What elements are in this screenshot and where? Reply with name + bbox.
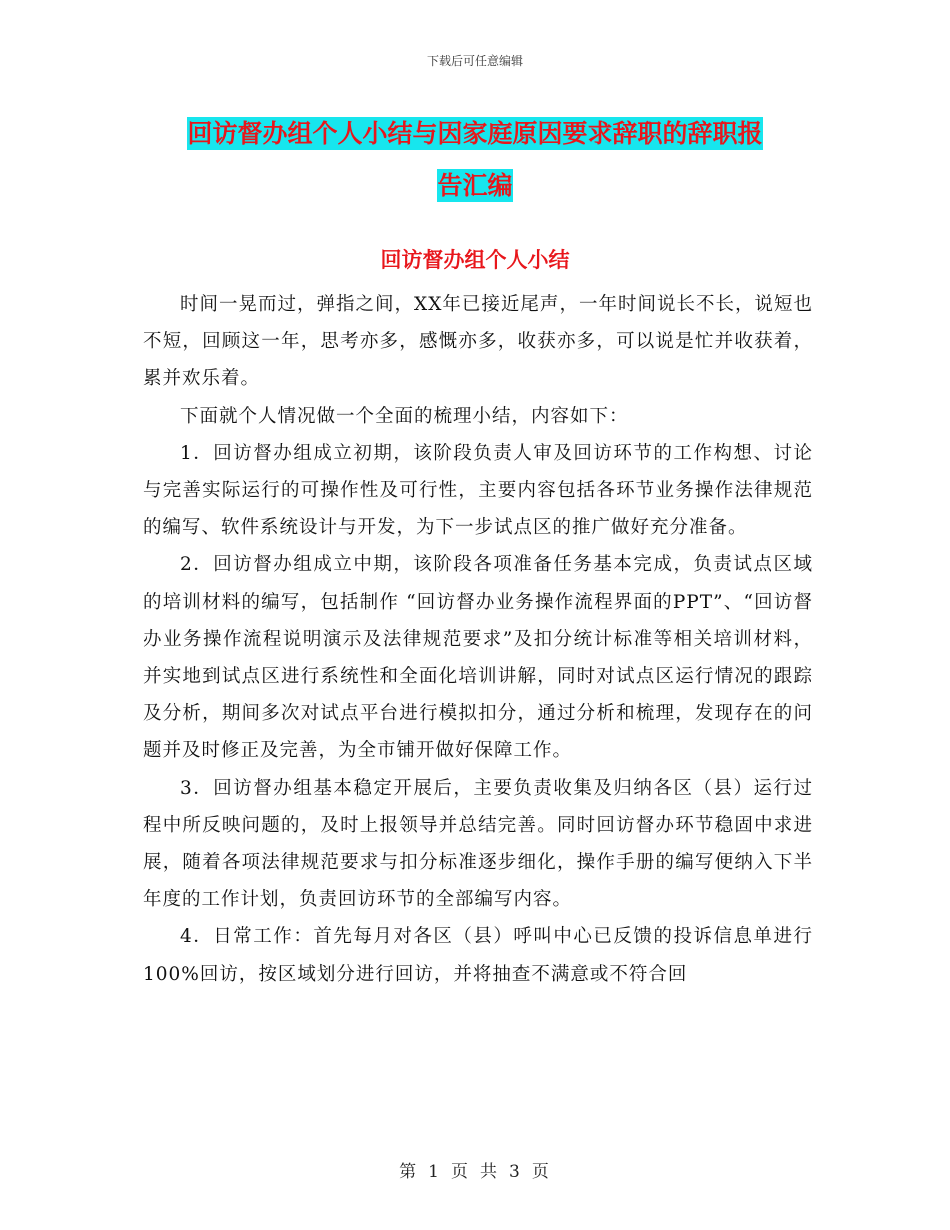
footer-total-pages: 3 xyxy=(509,1162,522,1182)
paragraph: 时间一晃而过，弹指之间，XX年已接近尾声，一年时间说长不长，说短也不短，回顾这一年，思考亦多，感慨亦多，收获亦多，可以说是忙并收获着，累并欢乐着。 xyxy=(143,294,813,390)
paragraph: 4．日常工作：首先每月对各区（县）呼叫中心已反馈的投诉信息单进行100%回访，按区域划分进行回访，并将抽查不满意或不符合回 xyxy=(143,926,813,985)
paragraph: 3．回访督办组基本稳定开展后，主要负责收集及归纳各区（县）运行过程中所反映问题的，及时上报领导并总结完善。同时回访督办环节稳固中求进展，随着各项法律规范要求与扣分标准逐步细化，操作手册的编写便纳入下半年度的工作计划，负责回访环节的全部编写内容。 xyxy=(143,777,813,911)
document-title xyxy=(140,108,810,212)
paragraph: 下面就个人情况做一个全面的梳理小结，内容如下： xyxy=(180,405,629,427)
footer-prefix: 第 xyxy=(399,1162,419,1182)
header-note: 下载后可任意编辑 xyxy=(426,54,523,68)
document-title-line-1: 回访督办组个人小结与因家庭原因要求辞职的辞职报 xyxy=(187,119,763,148)
footer-page-number: 1 xyxy=(428,1162,441,1182)
document-title-line-2: 告汇编 xyxy=(437,171,513,200)
section-title: 回访督办组个人小结 xyxy=(380,248,570,272)
footer-page-label: 页 xyxy=(451,1162,470,1182)
page-footer xyxy=(0,1157,950,1182)
paragraph: 1．回访督办组成立初期，该阶段负责人审及回访环节的工作构想、讨论与完善实际运行的可操作性及可行性，主要内容包括各环节业务操作法律规范的编写、软件系统设计与开发，为下一步试点区的推广做好充分准备。 xyxy=(143,442,813,539)
paragraph: 2．回访督办组成立中期，该阶段各项准备任务基本完成，负责试点区域的培训材料的编写，包括制作 “回访督办业务操作流程界面的PPT”、“回访督办业务操作流程说明演示及法律规范要求”及扣分统计标准等相关培训材料，并实地到试点区进行系统性和全面化培训讲解，同时对试点区运行情况的跟踪及分析，期间多次对试点平台进行模拟扣分，通过分析和梳理，发现存在的问题并及时修正及完善，为全市铺开做好保障工作。 xyxy=(143,554,813,762)
footer-total-label: 共 xyxy=(480,1162,499,1182)
footer-suffix: 页 xyxy=(531,1162,551,1182)
body-text xyxy=(143,286,813,993)
